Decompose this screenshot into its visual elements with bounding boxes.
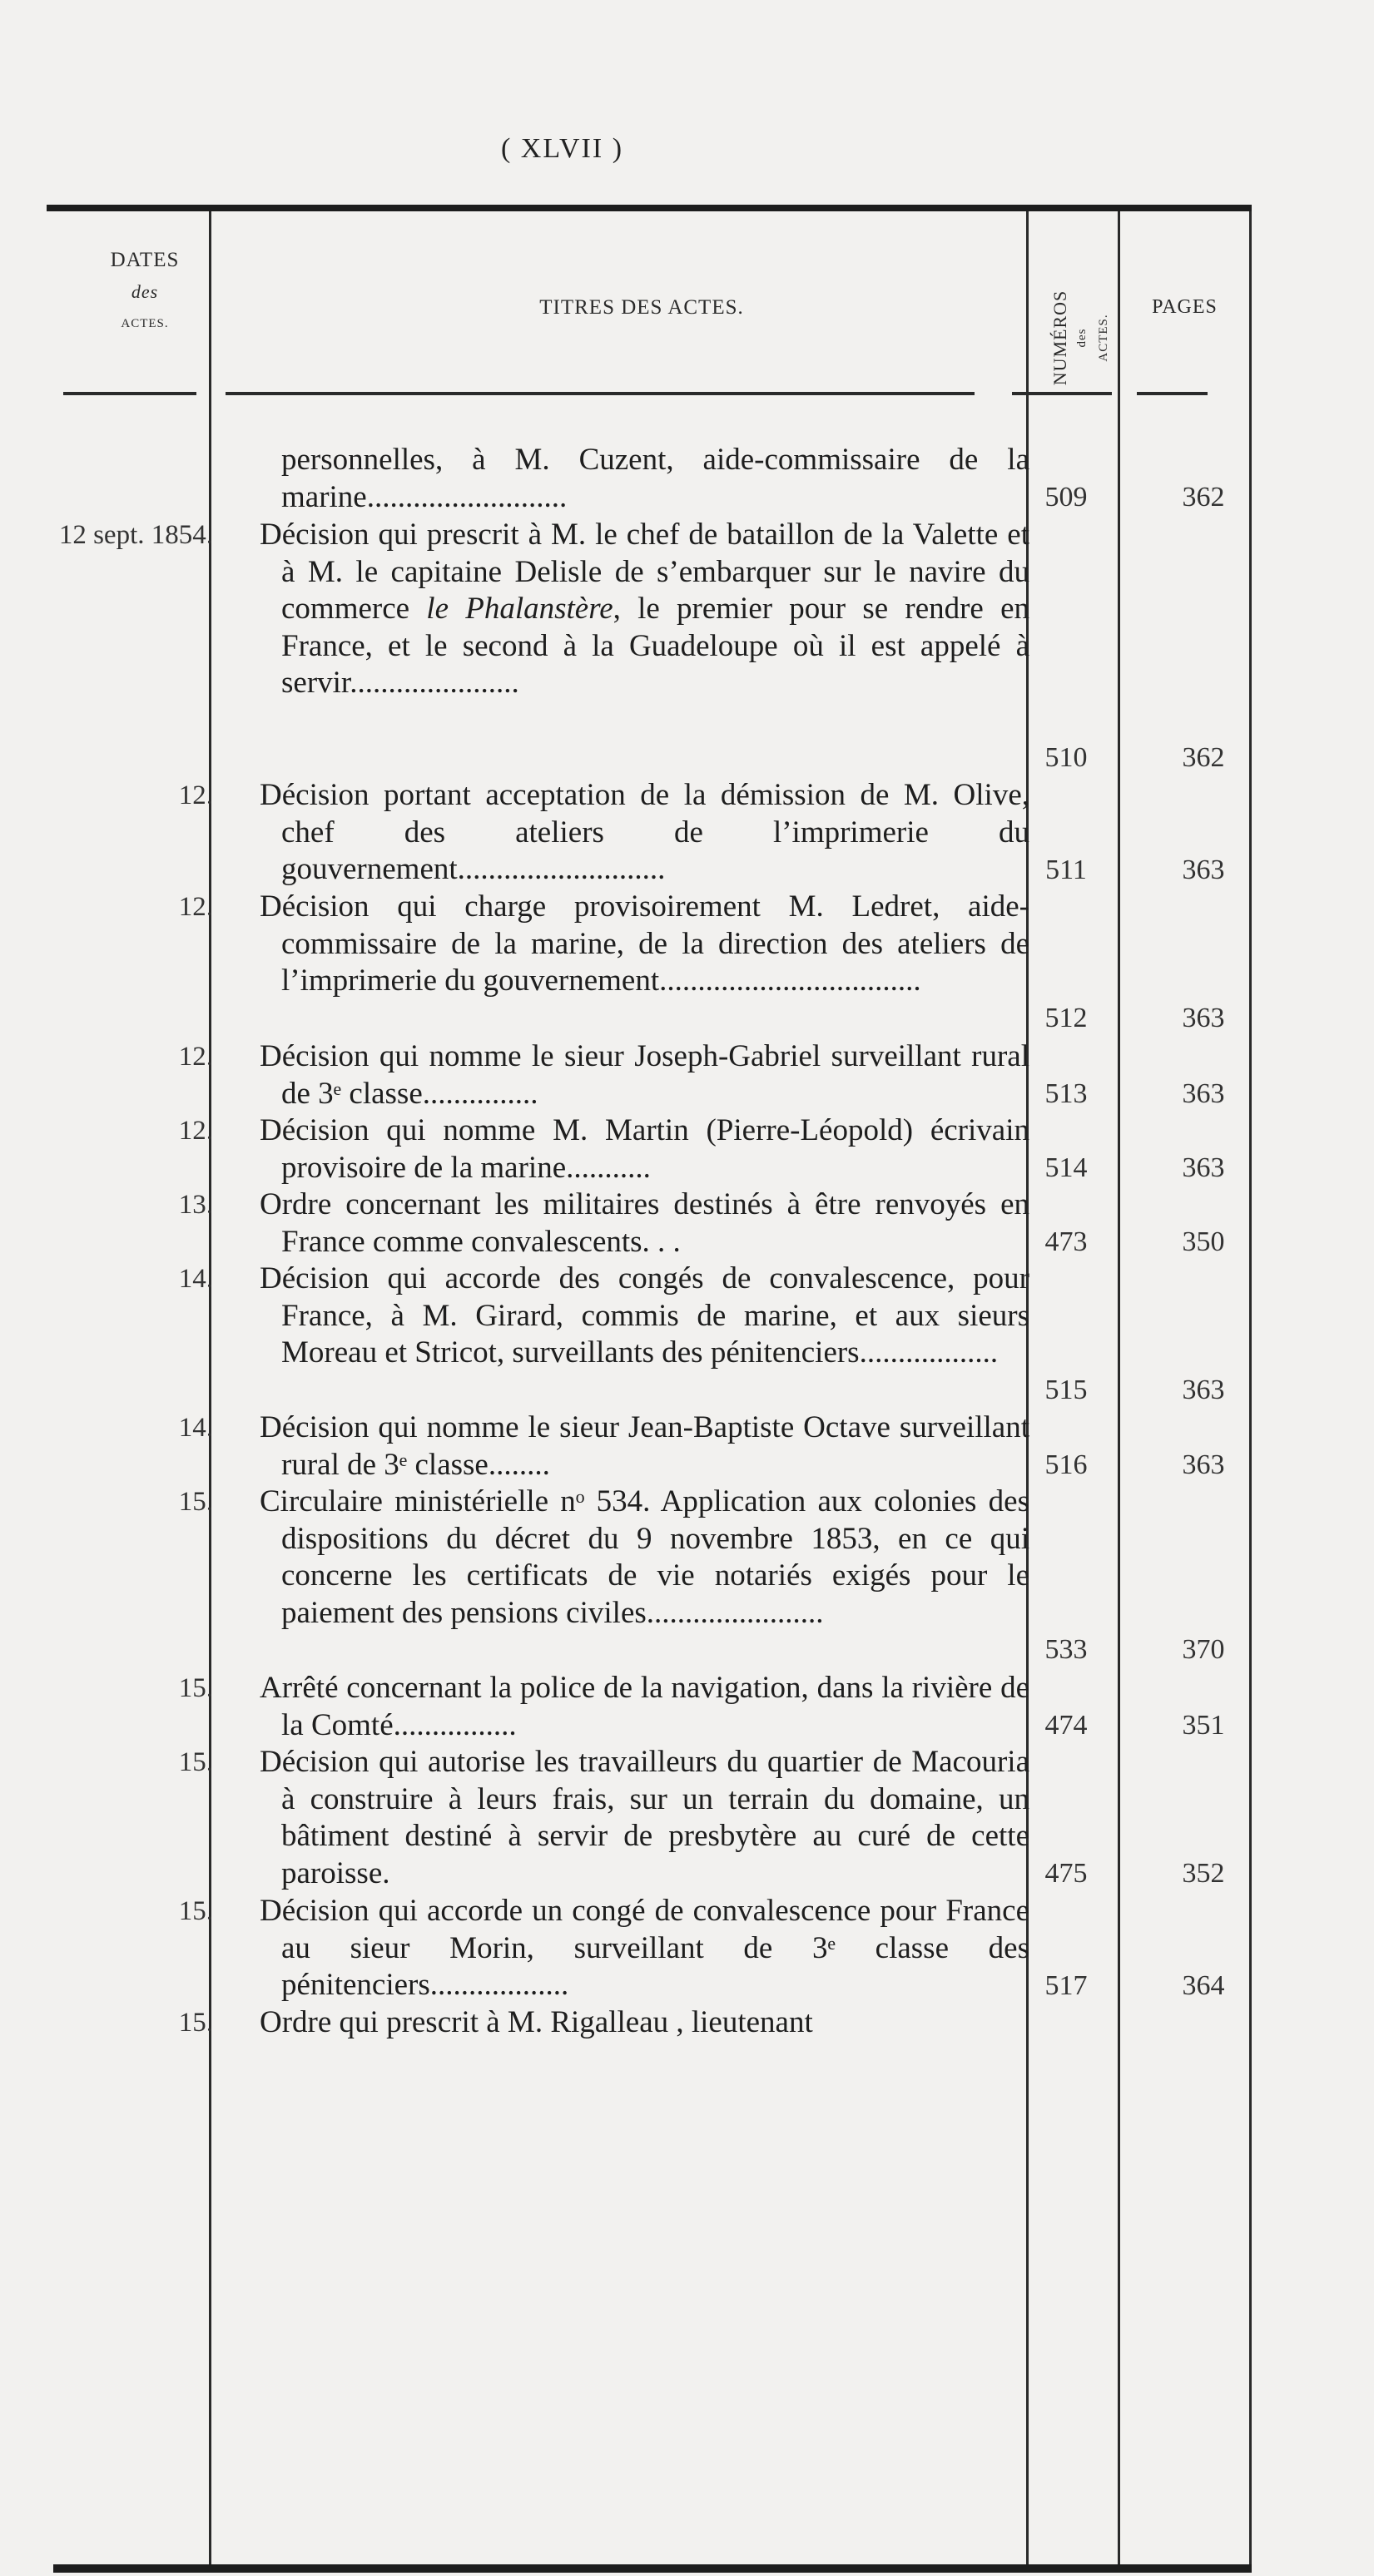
- entry-page: 362: [1182, 742, 1225, 773]
- entry-page: 350: [1182, 1226, 1225, 1257]
- header-numeros-line1: NUMÉROS: [1049, 290, 1070, 386]
- entry-date: 12.: [178, 892, 213, 922]
- entry-numero: 473: [1044, 1226, 1088, 1257]
- entry-numero: 516: [1044, 1449, 1088, 1480]
- entry-date: 12.: [178, 1116, 213, 1146]
- entry-title: Arrêté concernant la police de la navigation, dans la rivière de la Comté................: [260, 1671, 1029, 1742]
- entry-date: 12.: [178, 1042, 213, 1072]
- entry-title: Décision portant acceptation de la démission de M. Olive, chef des ateliers de l’imprimerie du gouvernement...........................: [260, 778, 1029, 886]
- entry-title: Décision qui nomme le sieur Jean-Baptiste Octave surveillant rural de 3ᵉ classe........: [260, 1410, 1029, 1482]
- entry-numero: 475: [1044, 1858, 1088, 1889]
- entry-date: 15.: [178, 1747, 213, 1777]
- header-rule-titles: [226, 392, 975, 395]
- entry-page: 363: [1182, 1003, 1225, 1033]
- header-pages: PAGES: [1152, 296, 1218, 318]
- entry-numero: 474: [1044, 1710, 1088, 1741]
- entry-title: Décision qui autorise les travailleurs du quartier de Macouria à construire à leurs frais, sur un terrain du domaine, un bâtiment destiné à servir de presbytère au curé de cette paroisse.: [260, 1745, 1029, 1890]
- page-number: ( XLVII ): [500, 133, 624, 164]
- entry-title-part: , le premier pour se rendre en France, et le second à la Guadeloupe où il est appelé à servir......................: [281, 592, 1029, 700]
- entry-title: Décision qui charge provisoirement M. Ledret, aide-commissaire de la marine, de la direction des ateliers de l’imprimerie du gouvernement..................................: [260, 889, 1029, 998]
- entry-page: 363: [1182, 1078, 1225, 1109]
- header-numeros-line3: ACTES.: [1097, 314, 1110, 362]
- entry-date: 12.: [178, 780, 213, 810]
- header-dates-line1: DATES: [110, 249, 180, 271]
- entry-page: 352: [1182, 1858, 1225, 1889]
- entry-numero: 513: [1044, 1078, 1088, 1109]
- header-dates-line2: des: [131, 281, 159, 302]
- entry-page: 363: [1182, 1375, 1225, 1405]
- entry-date: 15.: [178, 1673, 213, 1703]
- header-dates-line3: ACTES.: [121, 317, 169, 330]
- entry-date: 14.: [178, 1413, 213, 1443]
- index-table: [47, 205, 1252, 2576]
- entry-numero: 509: [1044, 482, 1088, 513]
- entry-page: 363: [1182, 1449, 1225, 1480]
- entry-title: Décision qui nomme le sieur Joseph-Gabriel surveillant rural de 3ᵉ classe...............: [260, 1039, 1029, 1111]
- entry-title: [260, 517, 1029, 702]
- entry-numero: 511: [1045, 855, 1087, 885]
- entry-numero: 510: [1044, 742, 1088, 773]
- header-rule-dates: [63, 392, 196, 395]
- header-titles: TITRES DES ACTES.: [539, 296, 744, 319]
- entry-page: 363: [1182, 1152, 1225, 1183]
- ship-name: le Phalanstère: [426, 592, 613, 626]
- entry-numero: 517: [1044, 1970, 1088, 2001]
- entry-date: 15.: [178, 1896, 213, 1926]
- header-numeros: [1049, 259, 1110, 417]
- entry-title-part: Décision qui prescrit à M. le chef de bataillon de la Valette et à M. le capitaine Delisle de s’embarquer sur le navire du commerce: [260, 518, 1029, 626]
- column-divider-dates: [209, 211, 211, 2569]
- entry-page: 363: [1182, 855, 1225, 885]
- header-numeros-line2: des: [1075, 328, 1089, 348]
- entry-title: Ordre concernant les militaires destinés à être renvoyés en France comme convalescents. . .: [260, 1187, 1029, 1259]
- entry-title: Décision qui nomme M. Martin (Pierre-Léopold) écrivain provisoire de la marine...........: [260, 1113, 1029, 1185]
- table-top-rule: [47, 205, 1252, 211]
- entry-page: 362: [1182, 482, 1225, 513]
- entry-numero: 512: [1044, 1003, 1088, 1033]
- entry-date: 13.: [178, 1190, 213, 1220]
- entry-page: 364: [1182, 1970, 1225, 2001]
- header-dates: [53, 245, 236, 339]
- entry-page: 370: [1182, 1634, 1225, 1665]
- entry-date: 14.: [178, 1264, 213, 1294]
- entry-title: Décision qui accorde un congé de convalescence pour France au sieur Morin, surveillant de 3ᵉ classe des pénitenciers..................: [260, 1894, 1029, 2002]
- entry-date: 12 sept. 1854.: [58, 520, 213, 550]
- table-bottom-rule: [53, 2564, 1252, 2573]
- entry-numero: 515: [1044, 1375, 1088, 1405]
- entry-numero: 533: [1044, 1634, 1088, 1665]
- entry-title: personnelles, à M. Cuzent, aide-commissaire de la marine..........................: [281, 443, 1029, 514]
- entry-page: 351: [1182, 1710, 1225, 1741]
- entry-title: Ordre qui prescrit à M. Rigalleau , lieutenant: [260, 2005, 813, 2039]
- entry-date: 15.: [178, 2008, 213, 2038]
- entry-date: 15.: [178, 1487, 213, 1517]
- entry-numero: 514: [1044, 1152, 1088, 1183]
- header-rule-pages: [1137, 392, 1208, 395]
- entry-title: Circulaire ministérielle nᵒ 534. Application aux colonies des dispositions du décret du 9 novembre 1853, en ce qui concerne les certificats de vie notariés exigés pour le paiement des pensions civiles.......................: [260, 1484, 1029, 1630]
- entry-title: Décision qui accorde des congés de convalescence, pour France, à M. Girard, commis de marine, et aux sieurs Moreau et Stricot, surveillants des pénitenciers..................: [260, 1261, 1029, 1370]
